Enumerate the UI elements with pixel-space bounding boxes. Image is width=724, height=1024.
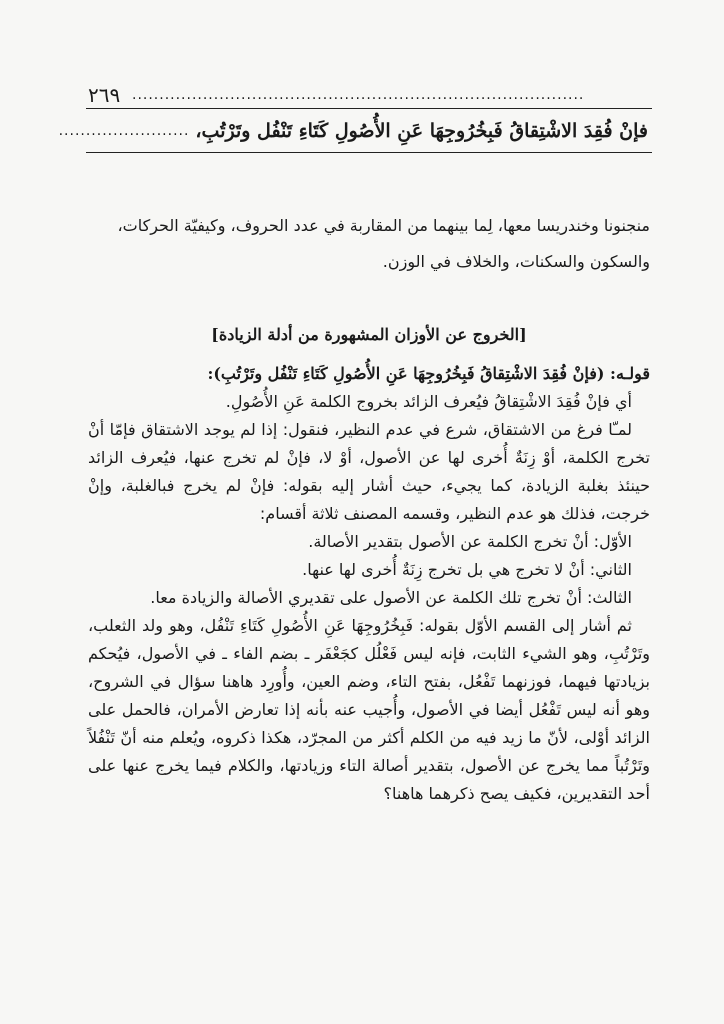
list-item-first: الأوّل: أنْ تخرج الكلمة عن الأصول بتقدير الأصالة. bbox=[308, 532, 632, 551]
explanation-line: أي فإنْ فُقِدَ الاشْتِقاقُ فيُعرف الزائد بخروج الكلمة عَنِ الأُصُولِ. bbox=[225, 392, 632, 411]
intro-line-1: منجنونا وخندريسا معها، لِما بينهما من المقاربة في عدد الحروف، وكيفيّة الحركات، bbox=[117, 216, 650, 235]
verse-dot-leader: ........................ bbox=[58, 123, 190, 139]
quote-text: (فإنْ فُقِدَ الاشْتِقاقُ فَبِخُرُوجِهَا عَنِ الأُصُولِ كَتَاءِ تَنْفُل وتَرْتُبِ): bbox=[207, 364, 605, 383]
list-item-second: الثاني: أنْ لا تخرج هي بل تخرج زِنَةٌ أُخرى لها عنها. bbox=[302, 560, 632, 579]
paragraph-2: ثم أشار إلى القسم الأوّل بقوله: فَبِخُرُوجِهَا عَنِ الأُصُولِ كَتَاءِ تَنْفُل، وهو ولد الثعلب، وتَرْتُبِ، وهو الشيء الثابت، فإنه ليس فَعْلُل كجَعْفَر ـ بضم الفاء ـ في الأصول، فيُحكم بزيادتها فيهما، فوزنهما تَفْعُل، بفتح التاء، وضم العين، وأُورِد هاهنا سؤال في الشروح، وهو أنه ليس تَفْعُل أيضا في الأصول، وأُجيب عنه بأنه إذا تعارض الأمران، فالحمل على الزائد أوْلى، لأنّ ما زيد فيه من الكلم أكثر من المجرّد، هكذا ذكروه، ويُعلم منه أنّ تَنْفُلاً وتَرْتُباً مما يخرج عن الأصول، بتقدير أصالة التاء وزيادتها، والكلام فيما يخرج عنها على أحد التقديرين، فكيف يصح ذكرهما هاهنا؟ bbox=[88, 616, 650, 803]
running-header-verse bbox=[58, 114, 648, 148]
intro-line-2: والسكون والسكنات، والخلاف في الوزن. bbox=[382, 252, 650, 271]
quote-line bbox=[88, 360, 650, 388]
main-text bbox=[88, 360, 650, 808]
intro-paragraph bbox=[88, 208, 650, 280]
header-verse-text: فإنْ فُقِدَ الاشْتِقاقُ فَبِخُرُوجِهَا عَنِ الأُصُولِ كَتَاءِ تَنْفُل وتَرْتُبِ، bbox=[195, 120, 648, 142]
list-item-third: الثالث: أنْ تخرج تلك الكلمة عن الأصول على تقديري الأصالة والزيادة معا. bbox=[150, 588, 632, 607]
section-heading: [الخروج عن الأوزان المشهورة من أدلة الزيادة] bbox=[211, 325, 527, 344]
quote-label: قولـه: bbox=[610, 364, 650, 383]
running-header-top bbox=[88, 82, 648, 108]
paragraph-1: لمـّا فرغ من الاشتقاق، شرع في عدم النظير، فنقول: إذا لم يوجد الاشتقاق فإمّا أنْ تخرج الكلمة، أوْ زِنَةٌ أُخرى لها عن الأصول، أوْ لا، فإنْ لم تخرج عنها، فيُعرف الزائد حينئذ بغلبة الزيادة، كما يجيء، حيث أشار إليه بقوله: فإنْ لم يخرج فبالغلبة، وإنْ خرجت، فذلك هو عدم النظير، وقسمه المصنف ثلاثة أقسام: bbox=[88, 420, 650, 523]
page-number: ٢٦٩ bbox=[88, 83, 121, 107]
header-rule-bottom bbox=[86, 152, 652, 153]
header-rule-top bbox=[86, 108, 652, 109]
header-dot-leader: ................................................................................... bbox=[132, 87, 585, 103]
